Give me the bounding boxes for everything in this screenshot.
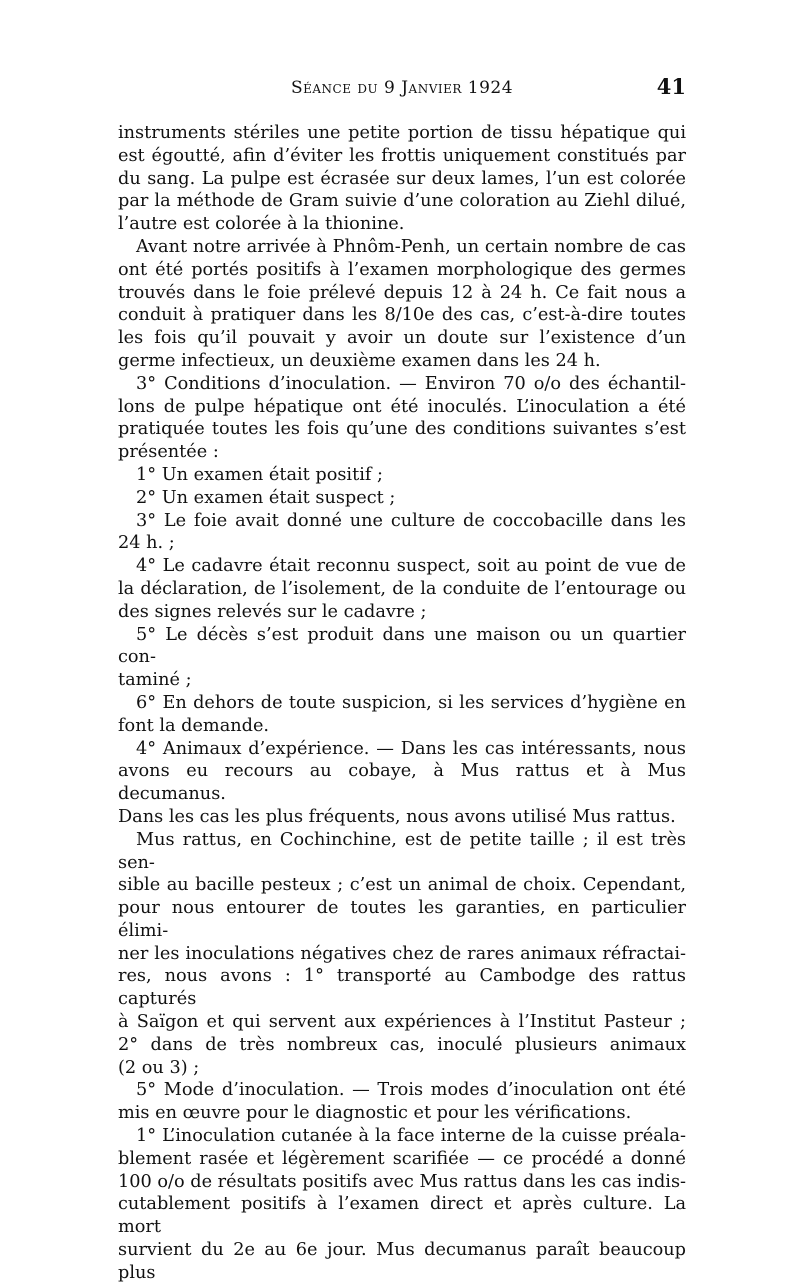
- text-line: 24 h. ;: [118, 533, 175, 554]
- text-line: instruments stériles une petite portion de tissu hépatique qui: [118, 123, 686, 143]
- text-line: 1° L’inoculation cutanée à la face interne de la cuisse préala-: [136, 1126, 686, 1147]
- text-line: 2° dans de très nombreux cas, inoculé plusieurs animaux: [118, 1034, 686, 1055]
- text-line: 100 o/o de résultats positifs avec Mus rattus dans les cas indis-: [118, 1171, 686, 1192]
- text-line: survient du 2e au 6e jour. Mus decumanus paraît beaucoup plus: [118, 1240, 686, 1283]
- text-line: 2° Un examen était suspect ;: [136, 487, 396, 508]
- text-line: 4° Le cadavre était reconnu suspect, soit au point de vue de: [136, 556, 686, 577]
- body-text: [118, 122, 686, 1285]
- text-line: res, nous avons : 1° transporté au Cambodge des rattus capturés: [118, 966, 686, 1010]
- text-line: cutablement positifs à l’examen direct et après culture. La mort: [118, 1194, 686, 1238]
- text-line: pour nous entourer de toutes les garanties, en particulier élimi-: [118, 898, 686, 941]
- text-line: 5° Mode d’inoculation. — Trois modes d’inoculation ont été: [136, 1080, 686, 1101]
- text-line: à Saïgon et qui servent aux expériences à l’Institut Pasteur ;: [118, 1012, 686, 1033]
- text-line: pratiquée toutes les fois qu’une des conditions suivantes s’est: [118, 419, 686, 440]
- text-line: (2 ou 3) ;: [118, 1057, 200, 1078]
- text-line: est égoutté, afin d’éviter les frottis uniquement constitués par: [118, 145, 686, 166]
- text-line: germe infectieux, un deuxième examen dans les 24 h.: [118, 350, 601, 371]
- text-line: 3° Le foie avait donné une culture de coccobacille dans les: [136, 510, 686, 531]
- text-line: sible au bacille pesteux ; c’est un animal de choix. Cependant,: [118, 875, 686, 896]
- text-line: 1° Un examen était positif ;: [136, 464, 383, 485]
- text-line: 3° Conditions d’inoculation. — Environ 70 o/o des échantil-: [136, 373, 686, 394]
- running-head: Séance du 9 Janvier 1924: [290, 78, 514, 98]
- text-line: taminé ;: [118, 670, 192, 691]
- text-line: ont été portés positifs à l’examen morphologique des germes: [118, 259, 686, 280]
- text-line: du sang. La pulpe est écrasée sur deux lames, l’un est colorée: [118, 168, 686, 189]
- text-line: 4° Animaux d’expérience. — Dans les cas intéressants, nous: [136, 738, 686, 759]
- text-line: conduit à pratiquer dans les 8/10e des cas, c’est-à-dire toutes: [118, 305, 686, 326]
- text-line: par la méthode de Gram suivie d’une coloration au Ziehl dilué,: [118, 191, 686, 212]
- text-line: 6° En dehors de toute suspicion, si les services d’hygiène en: [136, 692, 686, 713]
- text-line: trouvés dans le foie prélevé depuis 12 à 24 h. Ce fait nous a: [118, 282, 686, 303]
- text-line: l’autre est colorée à la thionine.: [118, 214, 405, 235]
- text-line: les fois qu’il pouvait y avoir un doute sur l’existence d’un: [118, 328, 686, 349]
- text-line: lons de pulpe hépatique ont été inoculés. L’inoculation a été: [118, 396, 686, 417]
- text-line: ner les inoculations négatives chez de rares animaux réfractai-: [118, 943, 686, 964]
- text-line: Avant notre arrivée à Phnôm-Penh, un certain nombre de cas: [136, 236, 686, 257]
- page-header: [118, 72, 686, 108]
- text-line: présentée :: [118, 442, 219, 463]
- text-line: Dans les cas les plus fréquents, nous avons utilisé Mus rattus.: [118, 806, 676, 827]
- text-line: la déclaration, de l’isolement, de la conduite de l’entourage ou: [118, 578, 686, 599]
- page-number: 41: [656, 74, 686, 99]
- text-line: blement rasée et légèrement scarifiée — ce procédé a donné: [118, 1148, 686, 1169]
- text-line: 5° Le décès s’est produit dans une maison ou un quartier con-: [118, 624, 686, 668]
- text-line: font la demande.: [118, 715, 270, 736]
- text-line: Mus rattus, en Cochinchine, est de petite taille ; il est très sen-: [118, 829, 686, 873]
- text-line: avons eu recours au cobaye, à Mus rattus et à Mus decumanus.: [118, 761, 686, 805]
- text-line: mis en œuvre pour le diagnostic et pour les vérifications.: [118, 1103, 632, 1124]
- text-line: des signes relevés sur le cadavre ;: [118, 601, 427, 622]
